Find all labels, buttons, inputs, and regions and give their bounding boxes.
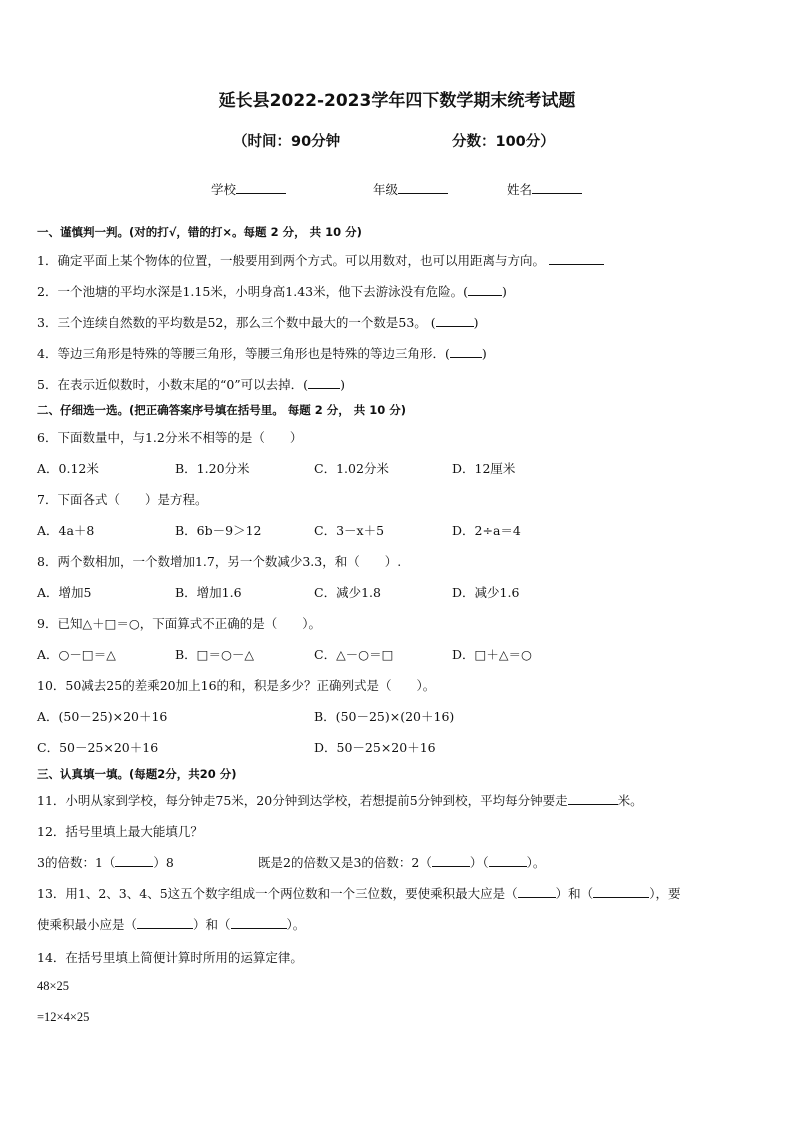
question-6: 6．下面数量中，与1.2分米不相等的是（ ） bbox=[37, 430, 303, 445]
question-2: 2．一个池塘的平均水深是1.15米，小明身高1.43米，他下去游泳没有危险。( ) bbox=[37, 284, 507, 299]
exam-time: （时间：90分钟 bbox=[233, 134, 341, 150]
question-1: 1．确定平面上某个物体的位置，一般要用到两个方式。可以用数对，也可以用距离与方向。 bbox=[37, 251, 604, 269]
question-14: 14．在括号里填上简便计算时所用的运算定律。 bbox=[37, 950, 303, 965]
name-field: 姓名 bbox=[507, 180, 582, 198]
q7-option-a[interactable]: A．4a＋8 bbox=[37, 523, 95, 538]
answer-blank-13a[interactable] bbox=[518, 884, 556, 898]
question-12-part-b: 既是2的倍数又是3的倍数：2（ ）（ ）。 bbox=[258, 855, 546, 870]
q10-option-c[interactable]: C．50－25×20＋16 bbox=[37, 740, 159, 755]
q8-option-c[interactable]: C．减少1.8 bbox=[314, 585, 381, 600]
q7-option-d[interactable]: D．2÷a＝4 bbox=[452, 523, 521, 538]
calc-step-2: =12×4×25 bbox=[37, 1010, 90, 1024]
question-7: 7．下面各式（ ）是方程。 bbox=[37, 492, 208, 507]
page-title: 延长县2022-2023学年四下数学期末统考试题 bbox=[218, 91, 576, 111]
q10-option-d[interactable]: D．50－25×20＋16 bbox=[314, 740, 436, 755]
answer-blank-12c[interactable] bbox=[489, 853, 527, 867]
school-field: 学校 bbox=[211, 180, 286, 198]
school-blank[interactable] bbox=[236, 180, 286, 194]
question-4: 4．等边三角形是特殊的等腰三角形，等腰三角形也是特殊的等边三角形．( ) bbox=[37, 346, 487, 361]
name-blank[interactable] bbox=[532, 180, 582, 194]
q9-option-a[interactable]: A．○－□＝△ bbox=[37, 647, 116, 662]
q9-option-c[interactable]: C．△－○＝□ bbox=[314, 647, 394, 662]
q7-option-c[interactable]: C．3－x＋5 bbox=[314, 523, 385, 538]
question-10: 10．50减去25的差乘20加上16的和，积是多少？正确列式是（ ）。 bbox=[37, 678, 436, 693]
question-8: 8．两个数相加，一个数增加1.7，另一个数减少3.3，和（ ）. bbox=[37, 554, 402, 569]
answer-blank-3[interactable] bbox=[436, 313, 474, 327]
q8-option-b[interactable]: B．增加1.6 bbox=[175, 585, 242, 600]
q6-option-a[interactable]: A．0.12米 bbox=[37, 461, 99, 476]
answer-blank-12a[interactable] bbox=[115, 853, 153, 867]
q9-option-b[interactable]: B．□＝○－△ bbox=[175, 647, 255, 662]
exam-score: 分数：100分） bbox=[452, 134, 555, 150]
section-3-heading: 三、认真填一填。(每题2分，共20 分) bbox=[37, 767, 237, 781]
answer-blank-1[interactable] bbox=[549, 251, 604, 265]
q10-option-a[interactable]: A．(50－25)×20＋16 bbox=[37, 709, 168, 724]
q8-option-d[interactable]: D．减少1.6 bbox=[452, 585, 520, 600]
q6-option-b[interactable]: B．1.20分米 bbox=[175, 461, 250, 476]
question-12: 12．括号里填上最大能填几？ bbox=[37, 824, 203, 839]
section-2-heading: 二、仔细选一选。(把正确答案序号填在括号里。 每题 2 分， 共 10 分) bbox=[37, 403, 407, 417]
answer-blank-4[interactable] bbox=[450, 344, 482, 358]
question-5: 5．在表示近似数时，小数末尾的“0”可以去掉．( ) bbox=[37, 377, 345, 392]
answer-blank-13d[interactable] bbox=[231, 915, 287, 929]
section-1-heading: 一、谨慎判一判。(对的打√，错的打×。每题 2 分， 共 10 分) bbox=[37, 225, 362, 239]
answer-blank-13c[interactable] bbox=[137, 915, 193, 929]
answer-blank-5[interactable] bbox=[308, 375, 340, 389]
q9-option-d[interactable]: D．□＋△＝○ bbox=[452, 647, 532, 662]
q6-option-c[interactable]: C．1.02分米 bbox=[314, 461, 389, 476]
question-13: 13．用1、2、3、4、5这五个数字组成一个两位数和一个三位数，要使乘积最大应是（ ）和（ ），要 bbox=[37, 886, 681, 901]
question-11: 11．小明从家到学校，每分钟走75米，20分钟到达学校，若想提前5分钟到校，平均每分钟要走 米。 bbox=[37, 793, 643, 808]
grade-field: 年级 bbox=[373, 180, 448, 198]
question-9: 9．已知△＋□＝○，下面算式不正确的是（ ）。 bbox=[37, 616, 322, 631]
grade-blank[interactable] bbox=[398, 180, 448, 194]
answer-blank-11[interactable] bbox=[568, 791, 618, 805]
answer-blank-2[interactable] bbox=[468, 282, 502, 296]
q7-option-b[interactable]: B．6b－9＞12 bbox=[175, 523, 262, 538]
question-3: 3．三个连续自然数的平均数是52，那么三个数中最大的一个数是53。 ( ) bbox=[37, 315, 479, 330]
q8-option-a[interactable]: A．增加5 bbox=[37, 585, 92, 600]
answer-blank-13b[interactable] bbox=[593, 884, 649, 898]
answer-blank-12b[interactable] bbox=[432, 853, 470, 867]
question-12-part-a: 3的倍数：1（ ）8 bbox=[37, 855, 174, 870]
calc-step-1: 48×25 bbox=[37, 979, 70, 993]
question-13-cont: 使乘积最小应是（ ）和（ ）。 bbox=[37, 917, 306, 932]
q10-option-b[interactable]: B．(50－25)×(20＋16) bbox=[314, 709, 455, 724]
q6-option-d[interactable]: D．12厘米 bbox=[452, 461, 516, 476]
